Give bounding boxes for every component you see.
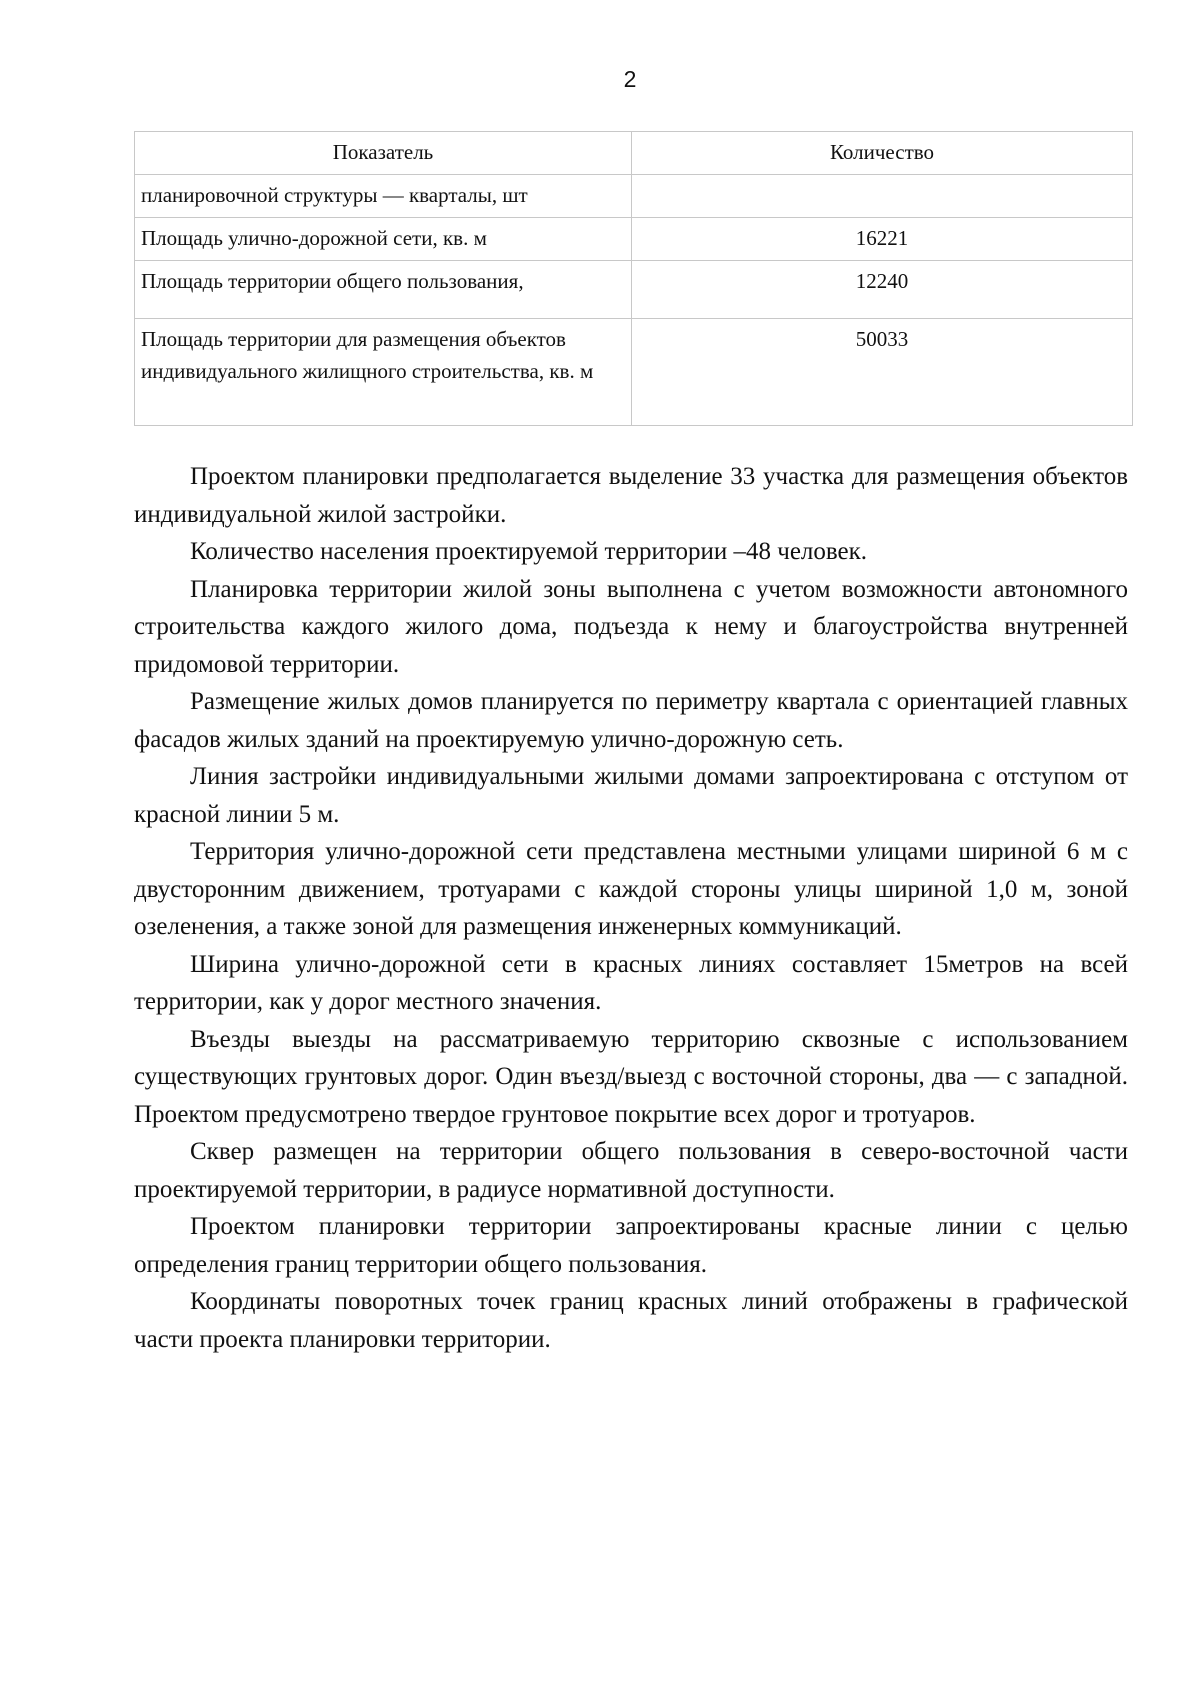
paragraph: Проектом планировки предполагается выделение 33 участка для размещения объектов индивидуальной жилой застройки. [134, 463, 1128, 528]
table-row [135, 175, 1133, 218]
table-cell-value: 50033 [632, 319, 1133, 426]
paragraph: Территория улично-дорожной сети представлена местными улицами шириной 6 м с двусторонним движением, тротуарами с каждой стороны улицы шириной 1,0 м, зоной озеленения, а также зоной для размещения инженерных коммуникаций. [134, 838, 1128, 940]
column-header-quantity: Количество [632, 132, 1133, 175]
paragraph: Линия застройки индивидуальными жилыми домами запроектирована с отступом от красной линии 5 м. [134, 763, 1128, 828]
paragraph: Размещение жилых домов планируется по периметру квартала с ориентацией главных фасадов жилых зданий на проектируемую улично-дорожную сеть. [134, 688, 1128, 753]
paragraph: Количество населения проектируемой территории –48 человек. [190, 538, 868, 565]
paragraph: Координаты поворотных точек границ красных линий отображены в графической части проекта планировки территории. [134, 1288, 1128, 1353]
indicators-table [134, 131, 1133, 426]
page-number: 2 [623, 66, 637, 92]
table-cell-value [632, 175, 1133, 218]
column-header-indicator: Показатель [135, 132, 632, 175]
paragraph: Проектом планировки территории запроектированы красные линии с целью определения границ территории общего пользования. [134, 1213, 1128, 1278]
table-cell-value: 12240 [632, 261, 1133, 319]
paragraph: Сквер размещен на территории общего пользования в северо-восточной части проектируемой территории, в радиусе нормативной доступности. [134, 1138, 1128, 1203]
paragraph: Ширина улично-дорожной сети в красных линиях составляет 15метров на всей территории, как у дорог местного значения. [134, 950, 1128, 1015]
paragraph: Планировка территории жилой зоны выполнена с учетом возможности автономного строительства каждого жилого дома, подъезда к нему и благоустройства внутренней придомовой территории. [134, 575, 1128, 678]
paragraph: Въезды выезды на рассматриваемую территорию сквозные с использованием существующих грунтовых дорог. Один въезд/выезд с восточной стороны, два — с западной. Проектом предусмотрено твердое грунтовое покрытие всех дорог и тротуаров. [134, 1025, 1128, 1128]
table-row [135, 319, 1133, 426]
table-cell-value: 16221 [632, 218, 1133, 261]
body-text [134, 458, 1128, 1358]
table-row [135, 261, 1133, 319]
table-row [135, 218, 1133, 261]
table-cell-indicator: Площадь улично-дорожной сети, кв. м [135, 218, 632, 261]
table-cell-indicator: Площадь территории для размещения объектов индивидуального жилищного строительства, кв. м [135, 319, 632, 426]
table-cell-indicator: Площадь территории общего пользования, [135, 261, 632, 319]
table-cell-indicator: планировочной структуры — кварталы, шт [135, 175, 632, 218]
table-header-row [135, 132, 1133, 175]
